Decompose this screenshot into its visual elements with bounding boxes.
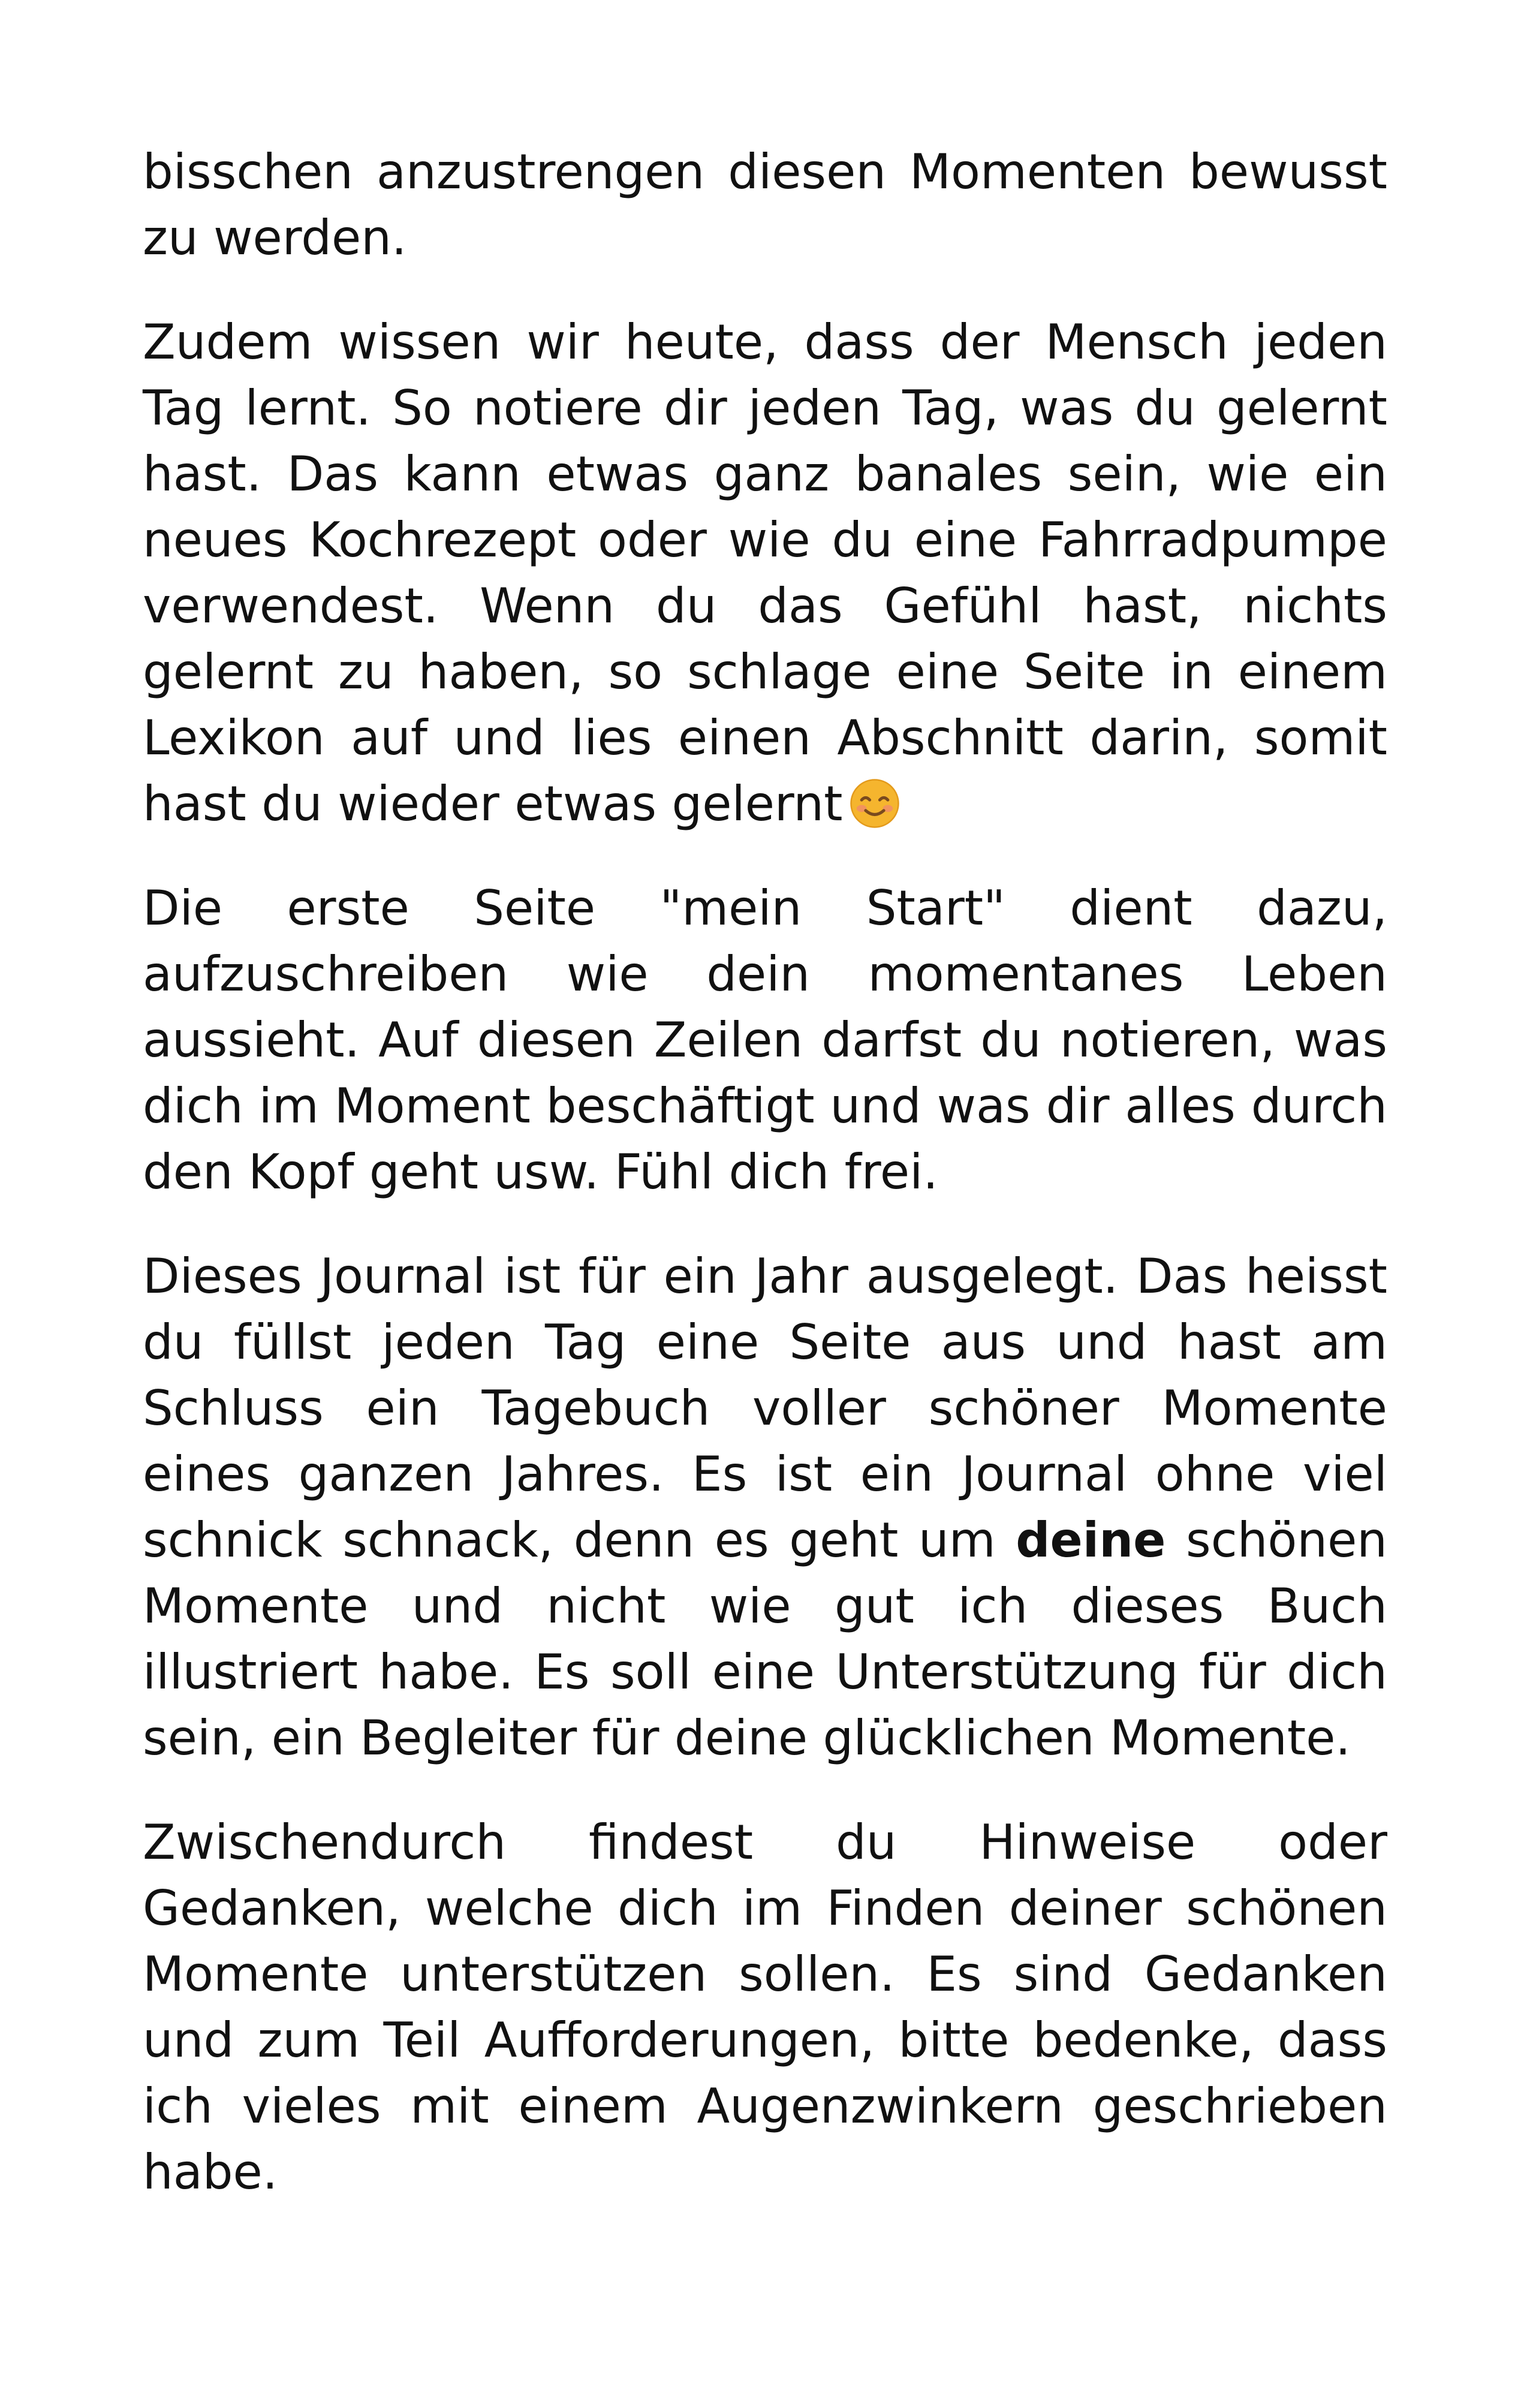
body-text <box>143 139 1387 2244</box>
paragraph-4-text-start: Dieses Journal ist für ein Jahr ausgelegt. Das heisst du füllst jeden Tag eine Seite aus und hast am Schluss ein Tagebuch voller schöner Momente eines ganzen Jahres. Es ist ein Journal ohne viel schnick schnack, denn es geht um <box>143 1248 1387 1568</box>
paragraph-2-text: Zudem wissen wir heute, dass der Mensch jeden Tag lernt. So notiere dir jeden Tag, was du gelernt hast. Das kann etwas ganz banales sein, wie ein neues Kochrezept oder wie du eine Fahrradpumpe verwendest. Wenn du das Gefühl hast, nichts gelernt zu haben, so schlage eine Seite in einem Lexikon auf und lies einen Abschnitt darin, somit hast du wieder etwas gelernt <box>143 314 1387 832</box>
paragraph-4-text-end: schönen Momente und nicht wie gut ich dieses Buch illustriert habe. Es soll eine Unterstützung für dich sein, ein Begleiter für deine glücklichen Momente. <box>143 1512 1387 1766</box>
paragraph-5: Zwischendurch findest du Hinweise oder Gedanken, welche dich im Finden deiner schönen Momente unterstützen sollen. Es sind Gedanken und zum Teil Aufforderungen, bitte bedenke, dass ich vieles mit einem Augenzwinkern geschrieben habe. <box>143 1814 1387 2200</box>
smiling-face-icon <box>850 778 900 829</box>
paragraph-1: bisschen anzustrengen diesen Momenten bewusst zu werden. <box>143 144 1387 266</box>
paragraph-3: Die erste Seite "mein Start" dient dazu, aufzuschreiben wie dein momentanes Leben aussieht. Auf diesen Zeilen darfst du notieren, was dich im Moment beschäftigt und was dir alles durch den Kopf geht usw. Fühl dich frei. <box>143 880 1387 1200</box>
paragraph-2 <box>143 309 1387 837</box>
paragraph-4 <box>143 1244 1387 1771</box>
emphasized-word: deine <box>1016 1512 1166 1568</box>
